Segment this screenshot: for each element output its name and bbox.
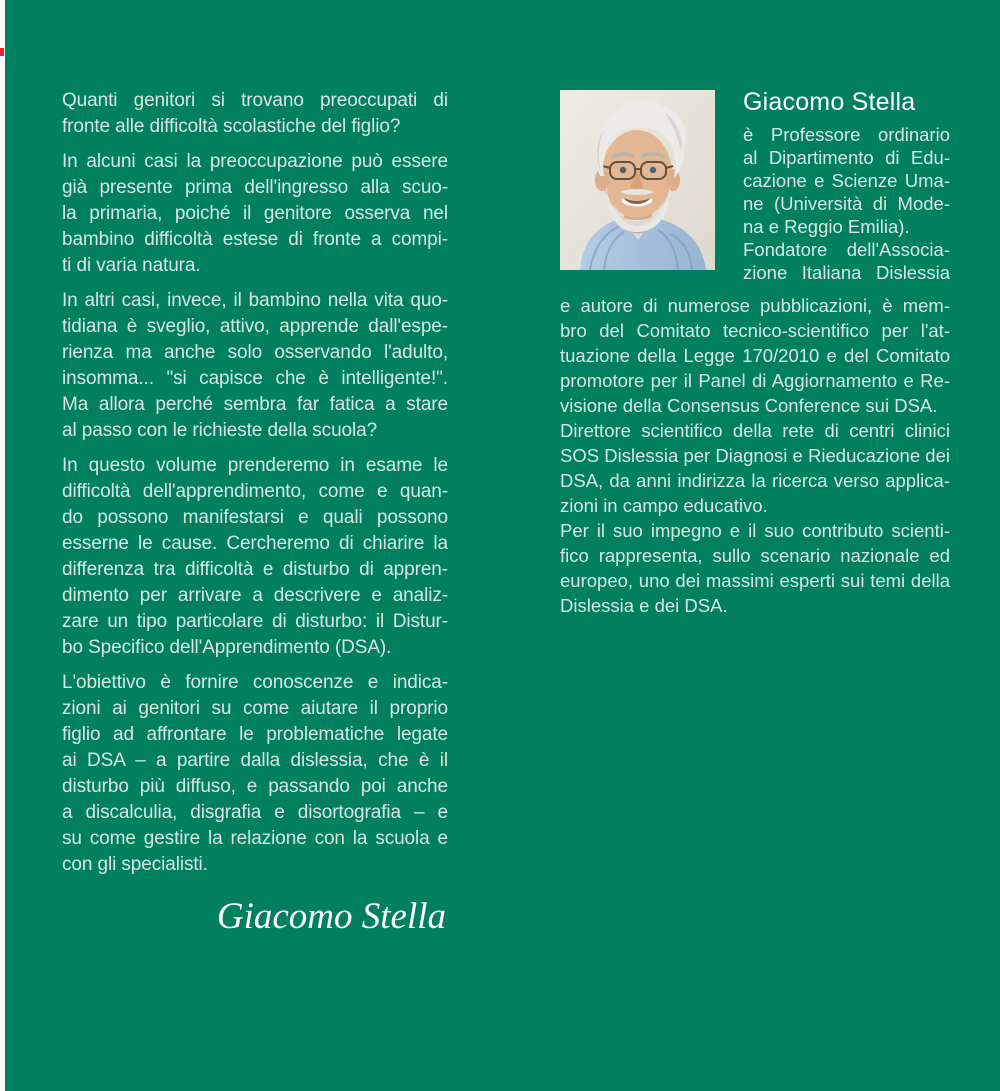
text-line: fronte alle difficoltà scolastiche del figlio? bbox=[62, 116, 401, 137]
text-line: già presente prima dell'ingresso alla scuo- bbox=[62, 177, 448, 198]
text-line: zione Italiana Dislessia bbox=[743, 262, 950, 283]
text-line: bro del Comitato tecnico-scientifico per l'at- bbox=[560, 320, 950, 341]
text-line: bo Specifico dell'Apprendimento (DSA). bbox=[62, 637, 392, 658]
paragraph bbox=[560, 518, 950, 618]
text-line: è Professore ordinario bbox=[743, 124, 950, 145]
text-line: DSA, da anni indirizza la ricerca verso applica- bbox=[560, 470, 950, 491]
text-line: esserne le cause. Cercheremo di chiarire la bbox=[62, 533, 448, 554]
text-line: Quanti genitori si trovano preoccupati di bbox=[62, 90, 448, 111]
text-line: na e Reggio Emilia). bbox=[743, 216, 910, 237]
text-line: figlio ad affrontare le problematiche legate bbox=[62, 724, 448, 745]
author-signature: Giacomo Stella bbox=[216, 896, 446, 937]
text-line: promotore per il Panel di Aggiornamento e Re- bbox=[560, 370, 950, 391]
author-bio-side bbox=[743, 86, 950, 284]
text-line: Dislessia e dei DSA. bbox=[560, 595, 728, 616]
text-line: In altri casi, invece, il bambino nella vita quo- bbox=[62, 290, 448, 311]
paragraph bbox=[62, 88, 448, 140]
text-line: zare un tipo particolare di disturbo: il Distur- bbox=[62, 611, 448, 632]
text-line: ai DSA – a partire dalla dislessia, che è il bbox=[62, 750, 448, 771]
text-line: cazione e Scienze Uma- bbox=[743, 170, 950, 191]
registration-mark bbox=[0, 48, 4, 56]
text-line: insomma... "si capisce che è intelligente!". bbox=[62, 368, 448, 389]
author-bio-header bbox=[560, 86, 950, 284]
text-line: tidiana è sveglio, attivo, apprende dall'espe- bbox=[62, 316, 448, 337]
paragraph bbox=[62, 670, 448, 878]
author-portrait-illustration bbox=[560, 90, 715, 270]
author-bio-column bbox=[560, 86, 950, 618]
paragraph bbox=[560, 293, 950, 418]
text-line: zioni ai genitori su come aiutare il proprio bbox=[62, 698, 448, 719]
text-line: difficoltà dell'apprendimento, come e quan- bbox=[62, 481, 448, 502]
paragraph bbox=[62, 288, 448, 444]
text-line: a discalculia, disgrafia e disortografia – e bbox=[62, 802, 448, 823]
synopsis-column bbox=[62, 88, 448, 940]
paragraph bbox=[743, 238, 950, 284]
text-line: al passo con le richieste della scuola? bbox=[62, 420, 378, 441]
text-line: fico rappresenta, sullo scenario nazionale ed bbox=[560, 545, 950, 566]
text-line: Fondatore dell'Associa- bbox=[743, 239, 950, 260]
text-line: zioni in campo educativo. bbox=[560, 495, 768, 516]
text-line: visione della Consensus Conference sui DSA. bbox=[560, 395, 938, 416]
author-bio-body-text bbox=[560, 293, 950, 618]
text-line: ti di varia natura. bbox=[62, 255, 201, 276]
paragraph bbox=[62, 149, 448, 279]
paragraph bbox=[62, 453, 448, 661]
text-line: L'obiettivo è fornire conoscenze e indica- bbox=[62, 672, 448, 693]
paragraph bbox=[560, 418, 950, 518]
spine-strip bbox=[0, 0, 5, 1091]
text-line: e autore di numerose pubblicazioni, è mem- bbox=[560, 295, 950, 316]
text-line: la primaria, poiché il genitore osserva nel bbox=[62, 203, 448, 224]
text-line: In questo volume prenderemo in esame le bbox=[62, 455, 448, 476]
author-photo bbox=[560, 90, 715, 270]
text-line: europeo, uno dei massimi esperti sui temi della bbox=[560, 570, 950, 591]
text-line: do possono manifestarsi e quali possono bbox=[62, 507, 448, 528]
text-line: disturbo più diffuso, e passando poi anche bbox=[62, 776, 448, 797]
paragraph bbox=[743, 123, 950, 238]
author-bio-side-text bbox=[743, 123, 950, 284]
text-line: In alcuni casi la preoccupazione può essere bbox=[62, 151, 448, 172]
text-line: al Dipartimento di Edu- bbox=[743, 147, 950, 168]
text-line: Ma allora perché sembra far fatica a stare bbox=[62, 394, 448, 415]
text-line: dimento per arrivare a descrivere e analiz- bbox=[62, 585, 448, 606]
text-line: SOS Dislessia per Diagnosi e Rieducazione dei bbox=[560, 445, 950, 466]
text-line: Per il suo impegno e il suo contributo scienti- bbox=[560, 520, 950, 541]
text-line: tuazione della Legge 170/2010 e del Comitato bbox=[560, 345, 950, 366]
text-line: su come gestire la relazione con la scuola e bbox=[62, 828, 448, 849]
text-line: bambino difficoltà estese di fronte a compi- bbox=[62, 229, 448, 250]
text-line: con gli specialisti. bbox=[62, 854, 208, 875]
synopsis-text bbox=[62, 88, 448, 878]
text-line: Direttore scientifico della rete di centri clinici bbox=[560, 420, 950, 441]
text-line: differenza tra difficoltà e disturbo di appren- bbox=[62, 559, 448, 580]
author-name: Giacomo Stella bbox=[743, 88, 916, 116]
text-line: rienza ma anche solo osservando l'adulto, bbox=[62, 342, 448, 363]
text-line: ne (Università di Mode- bbox=[743, 193, 950, 214]
